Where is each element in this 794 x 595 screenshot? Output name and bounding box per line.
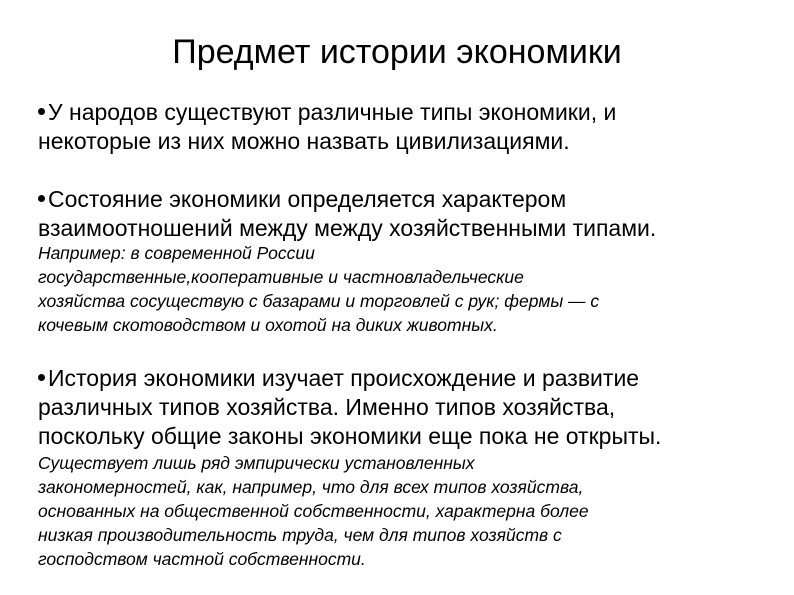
bullet-dot-icon <box>38 195 45 202</box>
bullet-1 <box>38 98 778 156</box>
bullet-2-note: Например: в современной России государственные,кооперативные и частновладельческие хозяйства сосуществую с базарами и торговлей с рук; фермы — с кочевым скотоводством и охотой на диких животных. <box>38 243 600 335</box>
bullet-3-note: Существует лишь ряд эмпирически установленных закономерностей, как, например, что для всех типов хозяйства, основанных на общественной собственности, характерна более низкая производительность труда, чем для типов хозяйств с господством частной собственности. <box>38 453 589 569</box>
bullet-2-text: Состояние экономики определяется характером взаимоотношений между между хозяйственными типами. <box>38 186 657 241</box>
bullet-3 <box>38 364 778 451</box>
bullet-dot-icon <box>38 374 45 381</box>
bullet-2 <box>38 185 778 243</box>
bullet-3-text: История экономики изучает происхождение и развитие различных типов хозяйства. Именно типов хозяйства, поскольку общие законы экономики еще пока не открыты. <box>38 365 662 449</box>
slide-title: Предмет истории экономики <box>172 33 622 71</box>
bullet-1-text: У народов существуют различные типы экономики, и некоторые из них можно назвать цивилизациями. <box>38 99 617 154</box>
bullet-dot-icon <box>38 108 45 115</box>
